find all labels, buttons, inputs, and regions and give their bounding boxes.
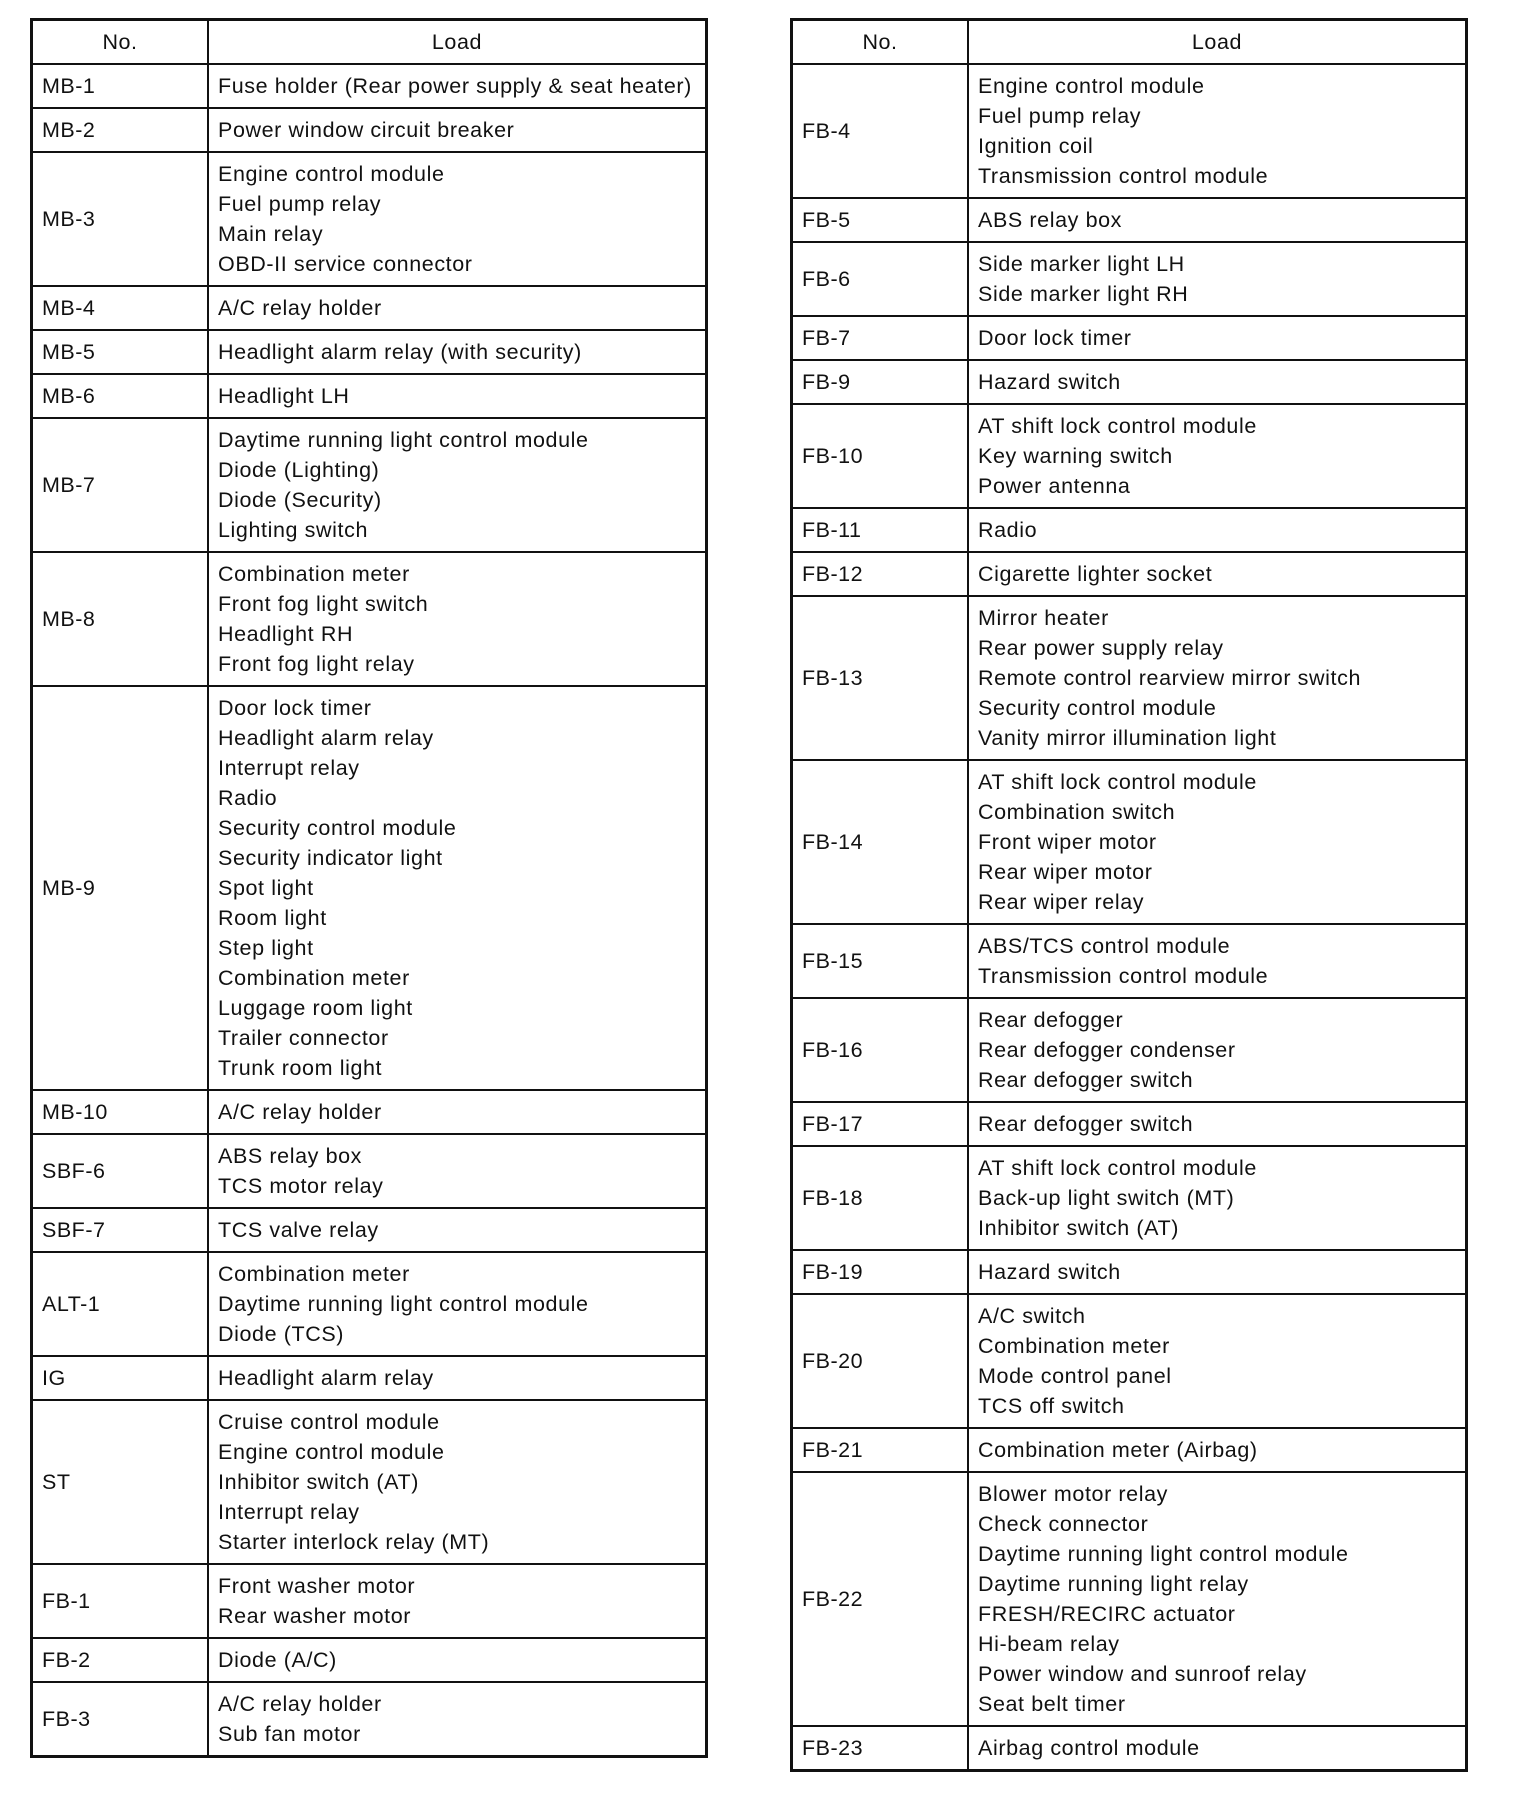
- load-item: Key warning switch: [978, 444, 1173, 468]
- table-row: [33, 1135, 705, 1209]
- load-item: Diode (TCS): [218, 1322, 345, 1346]
- load-cell: [209, 331, 705, 373]
- load-item: Rear power supply relay: [978, 636, 1224, 660]
- load-item: Transmission control module: [978, 164, 1269, 188]
- fuse-number: ST: [33, 1401, 209, 1563]
- load-item: Interrupt relay: [218, 756, 360, 780]
- load-cell: [209, 419, 705, 551]
- fuse-number: FB-10: [793, 405, 969, 507]
- table-row: [33, 687, 705, 1091]
- fuse-number: SBF-6: [33, 1135, 209, 1207]
- load-item: Side marker light RH: [978, 282, 1189, 306]
- fuse-number: MB-4: [33, 287, 209, 329]
- load-item: Inhibitor switch (AT): [978, 1216, 1179, 1240]
- load-item: Daytime running light control module: [218, 1292, 589, 1316]
- load-cell: [969, 1295, 1465, 1427]
- load-item: Step light: [218, 936, 314, 960]
- table-body: [793, 65, 1465, 1769]
- load-item: Headlight alarm relay: [218, 726, 434, 750]
- fuse-number: FB-3: [33, 1683, 209, 1755]
- table-row: [793, 405, 1465, 509]
- load-item: Rear washer motor: [218, 1604, 412, 1628]
- table-row: [793, 243, 1465, 317]
- fuse-number: SBF-7: [33, 1209, 209, 1251]
- load-cell: [969, 1429, 1465, 1471]
- load-cell: [209, 1639, 705, 1681]
- fuse-number: MB-1: [33, 65, 209, 107]
- fuse-number: ALT-1: [33, 1253, 209, 1355]
- load-item: Blower motor relay: [978, 1482, 1169, 1506]
- fuse-number: MB-3: [33, 153, 209, 285]
- load-item: Engine control module: [218, 1440, 445, 1464]
- table-row: [33, 553, 705, 687]
- load-item: OBD-II service connector: [218, 252, 473, 276]
- fuse-number: FB-18: [793, 1147, 969, 1249]
- fuse-number: IG: [33, 1357, 209, 1399]
- load-item: AT shift lock control module: [978, 1156, 1257, 1180]
- load-item: TCS valve relay: [218, 1218, 379, 1242]
- fuse-number: MB-6: [33, 375, 209, 417]
- load-item: Radio: [218, 786, 278, 810]
- load-item: Door lock timer: [218, 696, 372, 720]
- table-row: [793, 1429, 1465, 1473]
- load-item: Daytime running light control module: [218, 428, 589, 452]
- table-row: [33, 1091, 705, 1135]
- load-item: A/C relay holder: [218, 1692, 382, 1716]
- load-cell: [209, 109, 705, 151]
- table-row: [33, 65, 705, 109]
- load-item: Rear defogger switch: [978, 1068, 1194, 1092]
- load-item: Combination meter: [218, 562, 410, 586]
- fuse-number: FB-1: [33, 1565, 209, 1637]
- right-fuse-table: [790, 18, 1468, 1772]
- table-row: [793, 597, 1465, 761]
- load-item: Combination meter: [218, 1262, 410, 1286]
- load-item: Headlight RH: [218, 622, 354, 646]
- table-row: [793, 361, 1465, 405]
- load-item: Side marker light LH: [978, 252, 1185, 276]
- left-fuse-table: [30, 18, 708, 1758]
- load-item: Diode (A/C): [218, 1648, 337, 1672]
- load-item: Trailer connector: [218, 1026, 389, 1050]
- load-item: Daytime running light relay: [978, 1572, 1249, 1596]
- table-row: [793, 925, 1465, 999]
- load-cell: [969, 925, 1465, 997]
- load-item: Transmission control module: [978, 964, 1269, 988]
- load-cell: [969, 405, 1465, 507]
- table-row: [793, 1147, 1465, 1251]
- table-row: [33, 1253, 705, 1357]
- table-row: [33, 287, 705, 331]
- header-load: Load: [431, 30, 483, 54]
- load-item: Fuel pump relay: [218, 192, 382, 216]
- table-row: [793, 999, 1465, 1103]
- load-item: AT shift lock control module: [978, 770, 1257, 794]
- load-item: Security control module: [978, 696, 1217, 720]
- load-item: Engine control module: [978, 74, 1205, 98]
- load-item: Diode (Security): [218, 488, 382, 512]
- fuse-number: FB-14: [793, 761, 969, 923]
- fuse-number: FB-17: [793, 1103, 969, 1145]
- load-item: Combination meter: [218, 966, 410, 990]
- load-cell: [969, 243, 1465, 315]
- load-cell: [969, 1251, 1465, 1293]
- load-item: Luggage room light: [218, 996, 413, 1020]
- table-row: [793, 509, 1465, 553]
- load-item: Ignition coil: [978, 134, 1094, 158]
- load-cell: [209, 1401, 705, 1563]
- fuse-number: FB-11: [793, 509, 969, 551]
- table-row: [793, 199, 1465, 243]
- fuse-number: FB-19: [793, 1251, 969, 1293]
- fuse-number: MB-7: [33, 419, 209, 551]
- table-header: [793, 21, 1465, 65]
- load-cell: [209, 1091, 705, 1133]
- load-cell: [969, 597, 1465, 759]
- load-item: Cruise control module: [218, 1410, 440, 1434]
- load-item: Combination switch: [978, 800, 1176, 824]
- header-load: Load: [1191, 30, 1243, 54]
- load-cell: [969, 761, 1465, 923]
- table-row: [33, 1565, 705, 1639]
- load-item: Power antenna: [978, 474, 1131, 498]
- load-item: Fuel pump relay: [978, 104, 1142, 128]
- table-row: [33, 1209, 705, 1253]
- load-cell: [969, 553, 1465, 595]
- table-body: [33, 65, 705, 1755]
- load-item: Door lock timer: [978, 326, 1132, 350]
- load-item: Main relay: [218, 222, 324, 246]
- table-row: [33, 1639, 705, 1683]
- fuse-number: FB-5: [793, 199, 969, 241]
- table-row: [793, 553, 1465, 597]
- header-no: No.: [793, 21, 969, 63]
- load-item: Spot light: [218, 876, 314, 900]
- load-item: Headlight alarm relay: [218, 1366, 434, 1390]
- load-item: Room light: [218, 906, 327, 930]
- fuse-number: FB-20: [793, 1295, 969, 1427]
- load-item: Hazard switch: [978, 1260, 1121, 1284]
- table-row: [793, 1103, 1465, 1147]
- fuse-number: FB-2: [33, 1639, 209, 1681]
- load-item: ABS relay box: [978, 208, 1123, 232]
- load-item: Combination meter: [978, 1334, 1170, 1358]
- load-item: A/C switch: [978, 1304, 1086, 1328]
- fuse-number: FB-21: [793, 1429, 969, 1471]
- load-item: Security indicator light: [218, 846, 443, 870]
- load-cell: [209, 1357, 705, 1399]
- table-row: [33, 153, 705, 287]
- table-row: [33, 109, 705, 153]
- load-item: Lighting switch: [218, 518, 369, 542]
- load-item: Fuse holder (Rear power supply & seat heater): [218, 74, 692, 98]
- fuse-number: MB-8: [33, 553, 209, 685]
- load-item: Combination meter (Airbag): [978, 1438, 1258, 1462]
- load-item: ABS/TCS control module: [978, 934, 1231, 958]
- table-row: [33, 375, 705, 419]
- load-cell: [969, 1103, 1465, 1145]
- fuse-number: FB-23: [793, 1727, 969, 1769]
- load-item: Trunk room light: [218, 1056, 383, 1080]
- load-cell: [209, 287, 705, 329]
- load-item: Check connector: [978, 1512, 1149, 1536]
- load-item: Remote control rearview mirror switch: [978, 666, 1362, 690]
- load-cell: [969, 509, 1465, 551]
- load-cell: [969, 1473, 1465, 1725]
- header-no: No.: [33, 21, 209, 63]
- load-cell: [209, 553, 705, 685]
- table-header: [33, 21, 705, 65]
- load-item: Front wiper motor: [978, 830, 1157, 854]
- load-item: Diode (Lighting): [218, 458, 380, 482]
- load-item: Hazard switch: [978, 370, 1121, 394]
- load-cell: [969, 999, 1465, 1101]
- table-row: [793, 1295, 1465, 1429]
- load-item: ABS relay box: [218, 1144, 363, 1168]
- load-item: Cigarette lighter socket: [978, 562, 1213, 586]
- load-cell: [969, 199, 1465, 241]
- table-row: [793, 1251, 1465, 1295]
- fuse-number: MB-5: [33, 331, 209, 373]
- load-item: Airbag control module: [978, 1736, 1200, 1760]
- load-item: Interrupt relay: [218, 1500, 360, 1524]
- load-cell: [969, 361, 1465, 403]
- load-item: Daytime running light control module: [978, 1542, 1349, 1566]
- fuse-number: FB-12: [793, 553, 969, 595]
- load-item: Back-up light switch (MT): [978, 1186, 1235, 1210]
- fuse-number: MB-10: [33, 1091, 209, 1133]
- load-cell: [209, 1253, 705, 1355]
- fuse-number: FB-4: [793, 65, 969, 197]
- load-item: Rear defogger condenser: [978, 1038, 1236, 1062]
- load-item: Vanity mirror illumination light: [978, 726, 1277, 750]
- load-cell: [209, 1209, 705, 1251]
- load-item: Front fog light switch: [218, 592, 429, 616]
- load-item: Power window and sunroof relay: [978, 1662, 1307, 1686]
- load-item: Radio: [978, 518, 1038, 542]
- load-cell: [209, 687, 705, 1089]
- table-row: [33, 1683, 705, 1755]
- load-item: TCS off switch: [978, 1394, 1125, 1418]
- load-item: Mode control panel: [978, 1364, 1172, 1388]
- load-cell: [209, 375, 705, 417]
- table-row: [793, 317, 1465, 361]
- fuse-number: FB-16: [793, 999, 969, 1101]
- table-row: [793, 1473, 1465, 1727]
- load-item: Front fog light relay: [218, 652, 415, 676]
- table-row: [33, 419, 705, 553]
- load-item: Rear wiper relay: [978, 890, 1145, 914]
- load-cell: [969, 1147, 1465, 1249]
- load-item: A/C relay holder: [218, 1100, 382, 1124]
- load-cell: [209, 65, 705, 107]
- load-item: Rear defogger switch: [978, 1112, 1194, 1136]
- load-item: Power window circuit breaker: [218, 118, 515, 142]
- load-item: Starter interlock relay (MT): [218, 1530, 490, 1554]
- table-row: [793, 65, 1465, 199]
- fuse-number: FB-13: [793, 597, 969, 759]
- load-cell: [969, 65, 1465, 197]
- load-item: Rear wiper motor: [978, 860, 1153, 884]
- load-item: Seat belt timer: [978, 1692, 1126, 1716]
- load-item: Headlight LH: [218, 384, 350, 408]
- load-item: Inhibitor switch (AT): [218, 1470, 419, 1494]
- load-cell: [969, 317, 1465, 359]
- load-item: Engine control module: [218, 162, 445, 186]
- fuse-number: FB-22: [793, 1473, 969, 1725]
- load-item: Sub fan motor: [218, 1722, 361, 1746]
- table-row: [33, 331, 705, 375]
- load-item: Headlight alarm relay (with security): [218, 340, 582, 364]
- fuse-number: FB-9: [793, 361, 969, 403]
- load-item: Front washer motor: [218, 1574, 416, 1598]
- table-row: [793, 761, 1465, 925]
- load-item: Rear defogger: [978, 1008, 1124, 1032]
- load-cell: [209, 1565, 705, 1637]
- load-cell: [209, 153, 705, 285]
- load-item: A/C relay holder: [218, 296, 382, 320]
- fuse-number: MB-9: [33, 687, 209, 1089]
- load-item: Mirror heater: [978, 606, 1109, 630]
- load-cell: [969, 1727, 1465, 1769]
- load-item: Security control module: [218, 816, 457, 840]
- table-row: [793, 1727, 1465, 1769]
- load-cell: [209, 1683, 705, 1755]
- load-cell: [209, 1135, 705, 1207]
- table-row: [33, 1401, 705, 1565]
- load-item: AT shift lock control module: [978, 414, 1257, 438]
- load-item: Hi-beam relay: [978, 1632, 1120, 1656]
- fuse-number: FB-15: [793, 925, 969, 997]
- fuse-number: MB-2: [33, 109, 209, 151]
- fuse-number: FB-7: [793, 317, 969, 359]
- table-row: [33, 1357, 705, 1401]
- load-item: FRESH/RECIRC actuator: [978, 1602, 1236, 1626]
- load-item: TCS motor relay: [218, 1174, 384, 1198]
- fuse-number: FB-6: [793, 243, 969, 315]
